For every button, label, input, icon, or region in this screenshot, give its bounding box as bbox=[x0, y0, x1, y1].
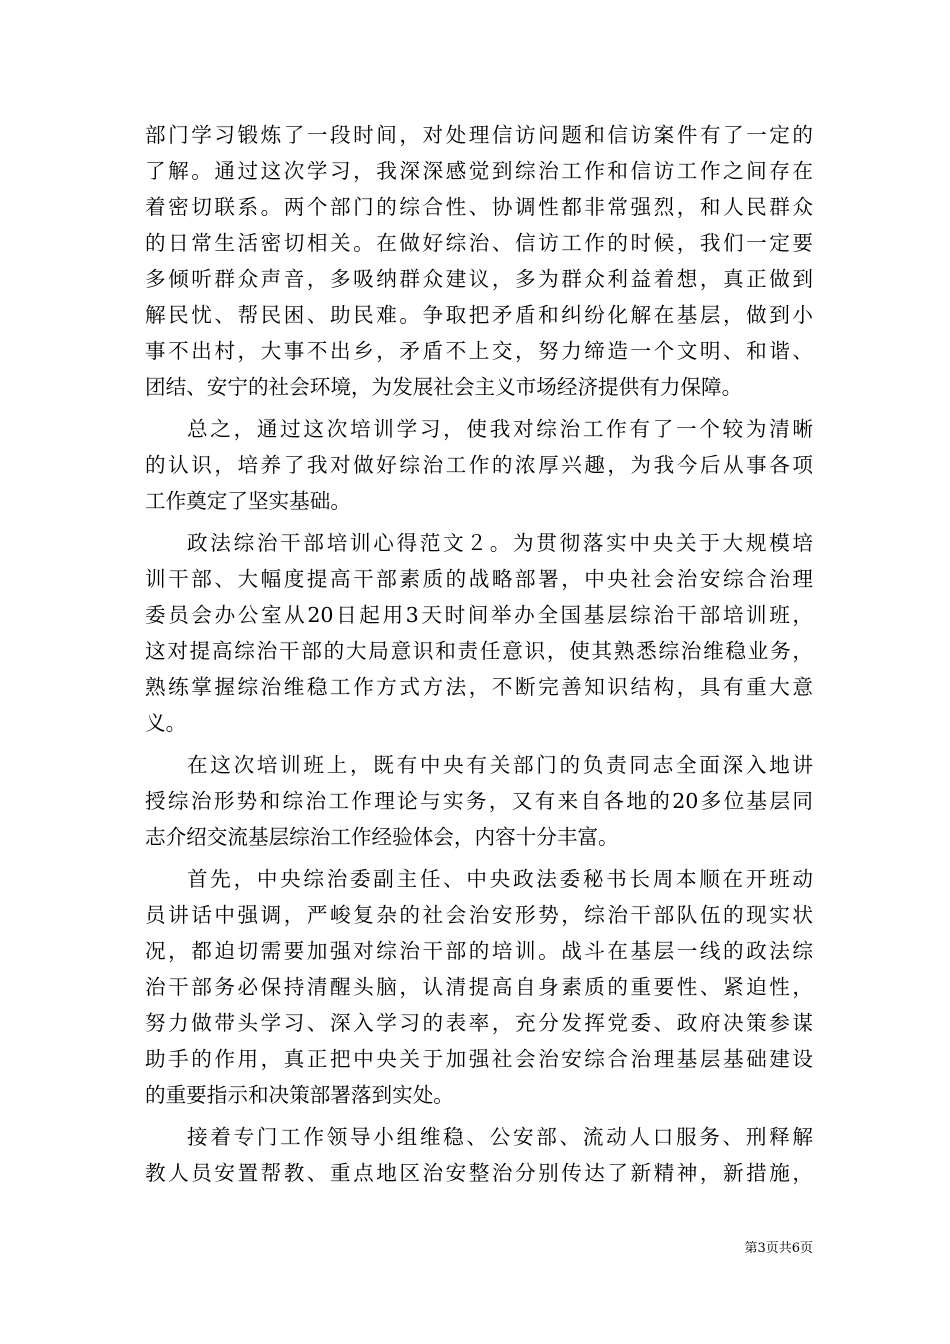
paragraph bbox=[145, 117, 813, 405]
text-line: 在这次培训班上，既有中央有关部门的负责同志全面深入地讲 bbox=[187, 753, 813, 777]
text-line: 着密切联系。两个部门的综合性、协调性都非常强烈，和人民群众 bbox=[145, 195, 813, 219]
document-body bbox=[145, 117, 813, 1191]
text-line: 事不出村，大事不出乡，矛盾不上交，努力缔造一个文明、和谐、 bbox=[145, 339, 813, 363]
text-line: 的认识，培养了我对做好综治工作的浓厚兴趣，为我今后从事各项 bbox=[145, 453, 813, 477]
text-line: 总之，通过这次培训学习，使我对综治工作有了一个较为清晰 bbox=[187, 417, 813, 441]
text-line: 训干部、大幅度提高干部素质的战略部署，中央社会治安综合治理 bbox=[145, 567, 813, 591]
text-line: 助手的作用，真正把中央关于加强社会治安综合治理基层基础建设 bbox=[145, 1047, 813, 1071]
text-line: 工作奠定了坚实基础。 bbox=[145, 489, 351, 513]
text-line: 教人员安置帮教、重点地区治安整治分别传达了新精神，新措施， bbox=[145, 1161, 813, 1185]
page-number-footer: 第3页共6页 bbox=[744, 1241, 813, 1256]
paragraph bbox=[145, 525, 813, 741]
text-line: 多倾听群众声音，多吸纳群众建议，多为群众利益着想，真正做到 bbox=[145, 267, 813, 291]
text-line: 努力做带头学习、深入学习的表率，充分发挥党委、政府决策参谋 bbox=[145, 1011, 813, 1035]
paragraph bbox=[145, 1119, 813, 1191]
text-line: 接着专门工作领导小组维稳、公安部、流动人口服务、刑释解 bbox=[187, 1125, 813, 1149]
text-line: 部门学习锻炼了一段时间，对处理信访问题和信访案件有了一定的 bbox=[145, 123, 813, 147]
text-line: 的日常生活密切相关。在做好综治、信访工作的时候，我们一定要 bbox=[145, 231, 813, 255]
paragraph bbox=[145, 411, 813, 519]
text-line: 员讲话中强调，严峻复杂的社会治安形势，综治干部队伍的现实状 bbox=[145, 903, 813, 927]
paragraph bbox=[145, 747, 813, 855]
text-line: 治干部务必保持清醒头脑，认清提高自身素质的重要性、紧迫性， bbox=[145, 975, 813, 999]
text-line: 的重要指示和决策部署落到实处。 bbox=[145, 1083, 454, 1107]
text-line: 首先，中央综治委副主任、中央政法委秘书长周本顺在开班动 bbox=[187, 867, 813, 891]
text-line: 了解。通过这次学习，我深深感觉到综治工作和信访工作之间存在 bbox=[145, 159, 813, 183]
text-line: 熟练掌握综治维稳工作方式方法，不断完善知识结构，具有重大意 bbox=[145, 675, 813, 699]
text-line: 委员会办公室从20日起用3天时间举办全国基层综治干部培训班， bbox=[145, 603, 813, 627]
text-line: 义。 bbox=[145, 711, 187, 735]
text-line: 况，都迫切需要加强对综治干部的培训。战斗在基层一线的政法综 bbox=[145, 939, 813, 963]
text-line: 解民忧、帮民困、助民难。争取把矛盾和纠纷化解在基层，做到小 bbox=[145, 303, 813, 327]
text-line: 志介绍交流基层综治工作经验体会，内容十分丰富。 bbox=[145, 825, 619, 849]
text-line: 政法综治干部培训心得范文２。为贯彻落实中央关于大规模培 bbox=[187, 531, 813, 555]
paragraph bbox=[145, 861, 813, 1113]
text-line: 这对提高综治干部的大局意识和责任意识，使其熟悉综治维稳业务， bbox=[145, 639, 813, 663]
text-line: 团结、安宁的社会环境，为发展社会主义市场经济提供有力保障。 bbox=[145, 375, 743, 399]
text-line: 授综治形势和综治工作理论与实务，又有来自各地的20多位基层同 bbox=[145, 789, 813, 813]
